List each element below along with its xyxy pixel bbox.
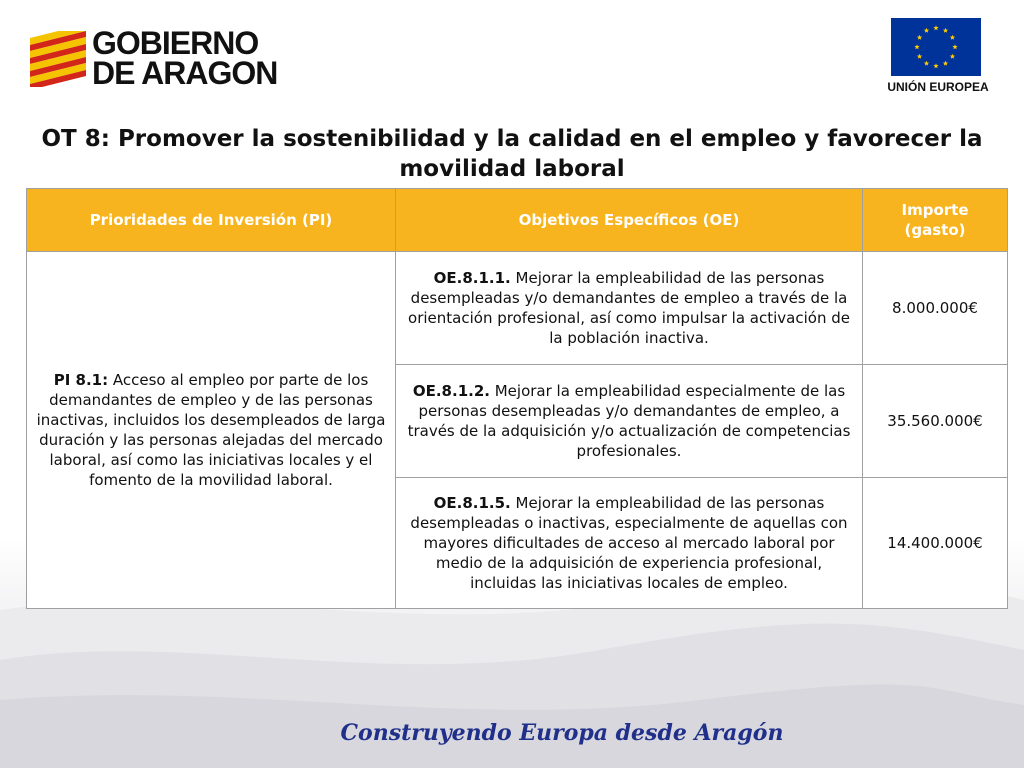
union-europea-logo: [877, 18, 999, 100]
oe-cell: [396, 252, 863, 365]
oe-code: OE.8.1.2.: [412, 382, 490, 400]
header-oe: Objetivos Específicos (OE): [396, 189, 863, 252]
eu-label: UNIÓN EUROPEA: [887, 80, 989, 94]
logo-line-1: GOBIERNO: [92, 25, 259, 61]
pi-code: PI 8.1:: [53, 371, 109, 389]
amount-cell: 8.000.000€: [863, 252, 1008, 365]
footer-slogan: Construyendo Europa desde Aragón: [340, 720, 784, 746]
header-importe: Importe (gasto): [863, 189, 1008, 252]
table-header-row: [27, 189, 1008, 252]
pi-text: Acceso al empleo por parte de los demandantes de empleo y de las personas inactivas, incluidos los desempleados de larga duración y las personas alejadas del mercado laboral, así como las iniciativas locales y el fomento de la movilidad laboral.: [36, 371, 386, 489]
page-title: OT 8: Promover la sostenibilidad y la calidad en el empleo y favorecer la movilidad laboral: [41, 126, 983, 182]
oe-text: Mejorar la empleabilidad especialmente de las personas desempleadas y/o demandantes de empleo, a través de la adquisición y/o actualización de competencias profesionales.: [407, 382, 851, 460]
oe-text: Mejorar la empleabilidad de las personas desempleadas y/o demandantes de empleo a través de la orientación profesional, así como impulsar la activación de la población inactiva.: [408, 269, 850, 347]
oe-cell: [396, 478, 863, 609]
aragon-flag-icon: [30, 31, 86, 87]
investment-table: [26, 188, 1008, 609]
eu-flag-icon: [891, 18, 981, 76]
gobierno-aragon-logo: [30, 25, 300, 92]
amount-cell: 14.400.000€: [863, 478, 1008, 609]
amount-cell: 35.560.000€: [863, 365, 1008, 478]
logo-line-2: DE ARAGON: [92, 55, 278, 91]
oe-text: Mejorar la empleabilidad de las personas desempleadas o inactivas, especialmente de aquellas con mayores dificultades de acceso al mercado laboral por medio de la adquisición de experiencia profesional, incluidas las iniciativas locales de empleo.: [410, 494, 848, 592]
table-row: [27, 252, 1008, 365]
logo-wordmark: [92, 25, 278, 91]
oe-cell: [396, 365, 863, 478]
header-pi: Prioridades de Inversión (PI): [27, 189, 396, 252]
pi-cell: [27, 252, 396, 609]
oe-code: OE.8.1.1.: [433, 269, 511, 287]
oe-code: OE.8.1.5.: [433, 494, 511, 512]
